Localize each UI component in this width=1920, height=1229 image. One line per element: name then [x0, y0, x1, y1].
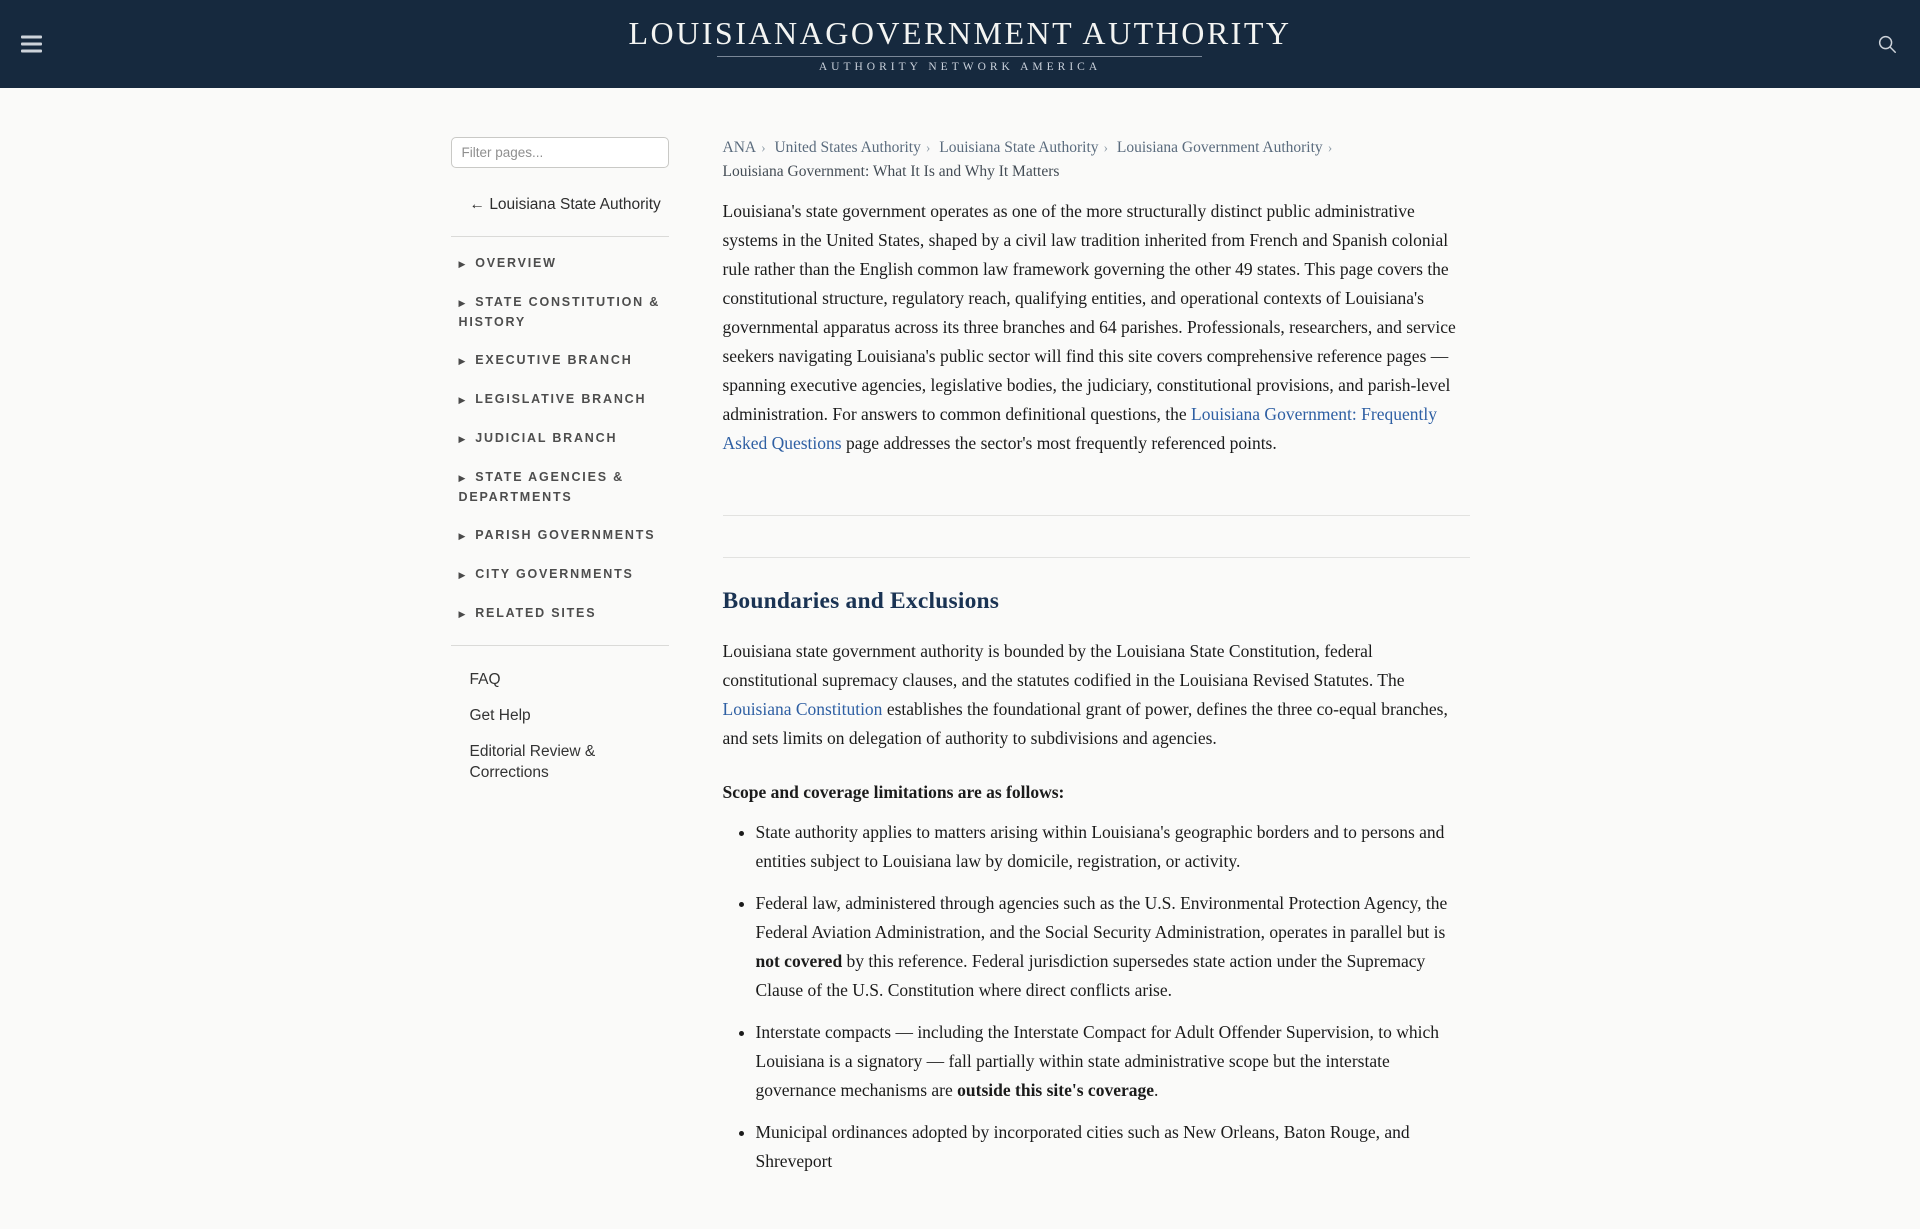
sidebar-footer-item: [451, 741, 669, 783]
hamburger-menu-icon[interactable]: [17, 28, 46, 61]
bold-text: outside this site's coverage: [957, 1080, 1155, 1100]
search-icon[interactable]: [1874, 31, 1900, 57]
back-to-parent-link[interactable]: [470, 194, 669, 215]
breadcrumb-links-line: [723, 137, 1470, 159]
sidebar-footer-link[interactable]: Editorial Review & Corrections: [469, 743, 596, 781]
title-underline-divider: [717, 56, 1202, 57]
triangle-marker-icon: ▶: [458, 298, 468, 308]
breadcrumb-link[interactable]: United States Authority: [774, 139, 921, 156]
sidebar-nav-item[interactable]: [451, 468, 669, 507]
scope-bullet-item: [756, 1118, 1470, 1176]
sidebar-divider: [451, 645, 669, 646]
sidebar-nav-item[interactable]: [451, 351, 669, 371]
bullet-text: [756, 893, 1448, 1000]
breadcrumb-separator: ›: [761, 140, 766, 155]
hamburger-bar: [21, 50, 42, 53]
sidebar-footer-links: [451, 669, 669, 783]
site-title: LOUISIANAGOVERNMENT AUTHORITY: [628, 15, 1292, 51]
triangle-marker-icon: ▶: [458, 473, 468, 483]
breadcrumb-separator: ›: [925, 140, 931, 155]
site-logo[interactable]: [629, 15, 1292, 73]
back-arrow-icon: ←: [469, 196, 485, 213]
triangle-marker-icon: ▶: [458, 259, 468, 269]
sidebar-nav-item-label: STATE CONSTITUTION & HISTORY: [458, 295, 661, 329]
content-wrapper: [451, 88, 1470, 1229]
section-paragraph: [723, 637, 1470, 753]
sidebar-nav-item-label: EXECUTIVE BRANCH: [475, 353, 633, 367]
bold-text: not covered: [755, 951, 843, 971]
sidebar-nav-item-label: LEGISLATIVE BRANCH: [475, 392, 647, 406]
sidebar-nav-item-label: JUDICIAL BRANCH: [475, 431, 618, 445]
sidebar-nav-item[interactable]: [451, 604, 669, 624]
breadcrumb: [723, 137, 1470, 183]
breadcrumb-item: [1117, 139, 1337, 156]
section-heading: Boundaries and Exclusions: [722, 588, 1000, 614]
sidebar-nav-item-label: RELATED SITES: [475, 606, 597, 620]
breadcrumb-link[interactable]: ANA: [722, 139, 757, 156]
main-content: [723, 137, 1470, 1229]
triangle-marker-icon: ▶: [458, 356, 468, 366]
text-segment: page addresses the sector's most frequently referenced points.: [841, 433, 1277, 453]
text-segment: Interstate compacts — including the Interstate Compact for Adult Offender Supervision, to which Louisiana is a signatory — fall partially within state administrative scope but the interstate governance mechanisms are: [755, 1022, 1439, 1100]
inline-link[interactable]: Louisiana Government: Frequently Asked Questions: [722, 404, 1437, 453]
scope-bullet-item: [756, 889, 1470, 1005]
breadcrumb-separator: ›: [1103, 140, 1109, 155]
text-segment: State authority applies to matters arising within Louisiana's geographic borders and to persons and entities subject to Louisiana law by domicile, registration, or activity.: [755, 822, 1445, 871]
text-segment: Louisiana state government authority is bounded by the Louisiana State Constitution, federal constitutional supremacy clauses, and the statutes codified in the Louisiana Revised Statutes. The: [722, 641, 1405, 690]
filter-pages-input[interactable]: [451, 137, 669, 168]
sidebar-nav-item[interactable]: [451, 526, 669, 546]
text-segment: establishes the foundational grant of power, defines the three co-equal branches, and sets limits on delegation of authority to subdivisions and agencies.: [722, 699, 1448, 748]
breadcrumb-link[interactable]: Louisiana State Authority: [939, 139, 1099, 156]
sidebar-nav-item[interactable]: [451, 429, 669, 449]
sidebar-nav-item-label: STATE AGENCIES & DEPARTMENTS: [458, 470, 624, 504]
triangle-marker-icon: ▶: [458, 434, 468, 444]
sidebar-nav: [451, 254, 669, 624]
sidebar-footer-item: [451, 705, 669, 726]
breadcrumb-item: [723, 139, 771, 156]
horizontal-divider: [723, 557, 1470, 558]
triangle-marker-icon: ▶: [458, 570, 468, 580]
text-segment: Louisiana's state government operates as one of the more structurally distinct public administrative systems in the United States, shaped by a civil law tradition inherited from French and Spanish colonial rule rather than the English common law framework governing the other 49 states. This page covers the constitutional structure, regulatory reach, qualifying entities, and operational contexts of Louisiana's governmental apparatus across its three branches and 64 parishes. Professionals, researchers, and service seekers navigating Louisiana's public sector will find this site covers comprehensive reference pages — spanning executive agencies, legislative bodies, the judiciary, constitutional provisions, and parish-level administration. For answers to common definitional questions, the: [722, 201, 1456, 424]
triangle-marker-icon: ▶: [458, 609, 468, 619]
hamburger-bar: [21, 43, 42, 46]
breadcrumb-current-page: Louisiana Government: What It Is and Why It Matters: [722, 163, 1060, 180]
sidebar-nav-item-label: PARISH GOVERNMENTS: [475, 528, 656, 542]
text-segment: Municipal ordinances adopted by incorporated cities such as New Orleans, Baton Rouge, and Shreveport: [755, 1122, 1410, 1171]
hamburger-bar: [21, 36, 42, 39]
sidebar-nav-item-label: OVERVIEW: [475, 256, 557, 270]
sidebar-divider: [451, 236, 669, 237]
breadcrumb-link[interactable]: Louisiana Government Authority: [1116, 139, 1323, 156]
horizontal-divider: [723, 515, 1470, 516]
sidebar-nav-item[interactable]: [451, 293, 669, 332]
triangle-marker-icon: ▶: [458, 531, 468, 541]
text-segment: by this reference. Federal jurisdiction supersedes state action under the Supremacy Clause of the U.S. Constitution where direct conflicts arise.: [755, 951, 1426, 1000]
sidebar-nav-item[interactable]: [451, 565, 669, 585]
bullet-text: [756, 822, 1445, 871]
text-segment: Federal law, administered through agencies such as the U.S. Environmental Protection Agency, the Federal Aviation Administration, and the Social Security Administration, operates in parallel but is: [755, 893, 1448, 942]
sidebar-nav-item-label: CITY GOVERNMENTS: [475, 567, 634, 581]
inline-link[interactable]: Louisiana Constitution: [722, 699, 883, 719]
sidebar-nav-item[interactable]: [451, 390, 669, 410]
bullet-text: [756, 1022, 1439, 1100]
breadcrumb-item: [939, 139, 1113, 156]
site-subtitle: AUTHORITY NETWORK AMERICA: [818, 61, 1102, 73]
back-link-label: Louisiana State Authority: [489, 196, 661, 213]
sidebar: [451, 137, 669, 1229]
scope-bullet-item: [756, 818, 1470, 876]
sidebar-footer-link[interactable]: FAQ: [469, 671, 501, 688]
breadcrumb-separator: ›: [1327, 140, 1333, 155]
scope-bullet-item: [756, 1018, 1470, 1105]
app-header: [0, 0, 1920, 88]
sidebar-footer-item: [451, 669, 669, 690]
text-segment: .: [1154, 1080, 1159, 1100]
bullet-text: [756, 1122, 1410, 1171]
intro-paragraph: [723, 197, 1470, 458]
scope-label: [723, 778, 1470, 807]
scope-bullet-list: [723, 818, 1470, 1176]
breadcrumb-item: [774, 139, 935, 156]
sidebar-footer-link[interactable]: Get Help: [469, 707, 531, 724]
sidebar-nav-item[interactable]: [451, 254, 669, 274]
scope-label-text: Scope and coverage limitations are as follows:: [722, 782, 1065, 802]
triangle-marker-icon: ▶: [458, 395, 468, 405]
